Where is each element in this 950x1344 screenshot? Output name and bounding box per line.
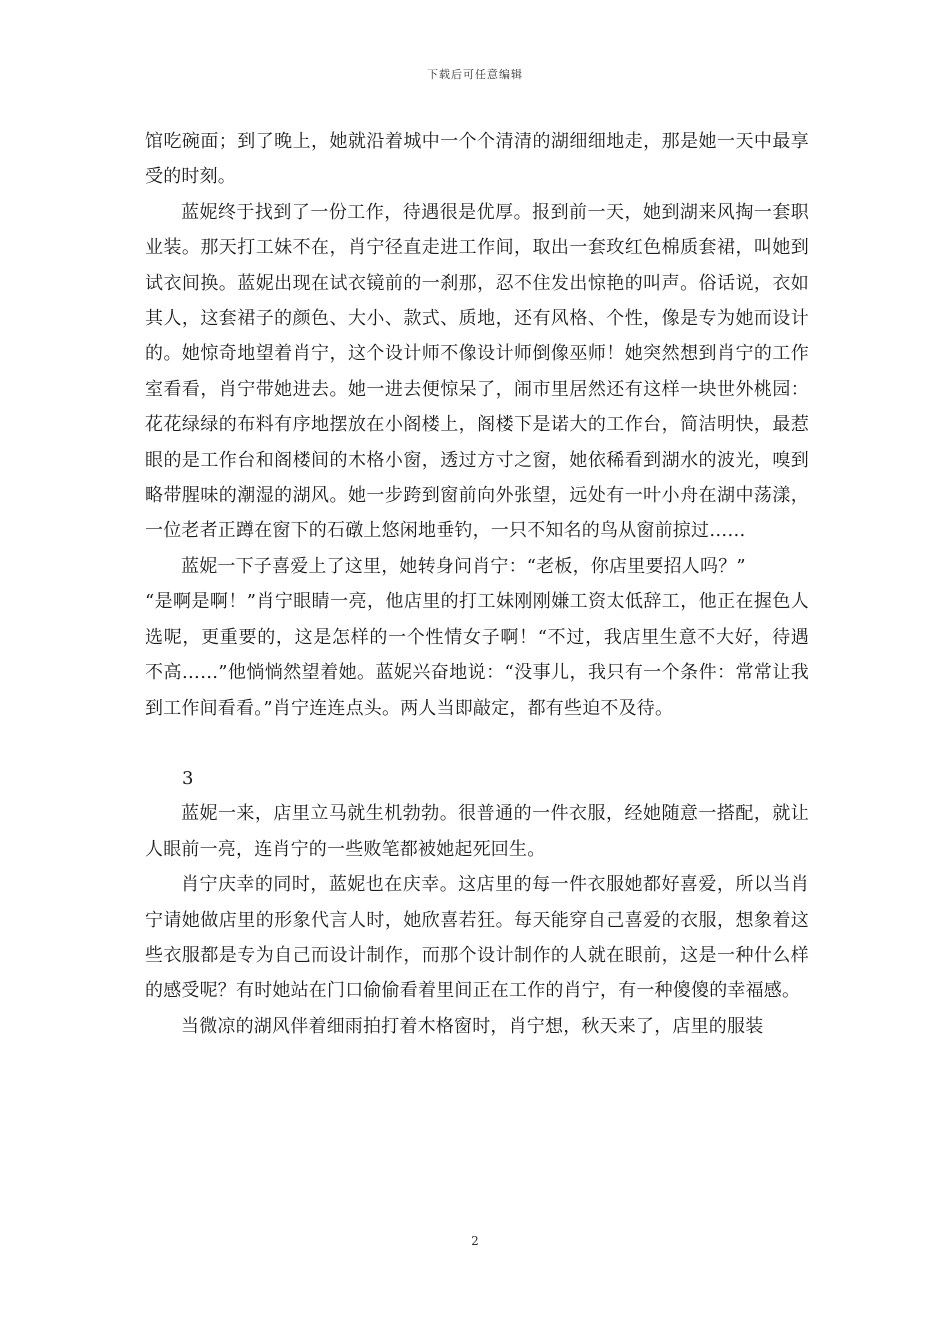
paragraph-shop-lively: 蓝妮一来，店里立马就生机勃勃。很普通的一件衣服，经她随意一搭配，就让人眼前一亮，连肖宁的一些败笔都被她起死回生。 — [145, 803, 809, 860]
paragraph-continuation: 馆吃碗面；到了晚上，她就沿着城中一个个清清的湖细细地走，那是她一天中最享受的时刻。 — [145, 131, 809, 188]
paragraph-dialogue: “是啊是啊！”肖宁眼睛一亮，他店里的打工妹刚刚嫌工资太低辞工，他正在握色人选呢，更重要的，这是怎样的一个性情女子啊！“不过，我店里生意不大好，待遇不高……”他惝惝然望着她。蓝妮兴奋地说：“没事儿，我只有一个条件：常常让我到工作间看看。”肖宁连连点头。两人当即敲定，都有些迫不及待。 — [145, 591, 809, 719]
page-header-note: 下载后可任意编辑 — [427, 68, 523, 81]
paragraph-autumn: 当微凉的湖风伴着细雨拍打着木格窗时，肖宁想，秋天来了，店里的服装 — [181, 1015, 764, 1037]
document-body — [145, 124, 809, 1044]
section-number: 3 — [182, 767, 194, 789]
page-number: 2 — [471, 1234, 479, 1248]
paragraph-ask-hire: 蓝妮一下子喜爱上了这里，她转身问肖宁：“老板，你店里要招人吗？” — [181, 555, 746, 577]
paragraph-new-job: 蓝妮终于找到了一份工作，待遇很是优厚。报到前一天，她到湖来风掏一套职业装。那天打工妹不在，肖宁径直走进工作间，取出一套玫红色棉质套裙，叫她到试衣间换。蓝妮出现在试衣镜前的一刹那，忍不住发出惊艳的叫声。俗话说，衣如其人，这套裙子的颜色、大小、款式、质地，还有风格、个性，像是专为她而设计的。她惊奇地望着肖宁，这个设计师不像设计师倒像巫师！她突然想到肖宁的工作室看看，肖宁带她进去。她一进去便惊呆了，闹市里居然还有这样一块世外桃园：花花绿绿的布料有序地摆放在小阁楼上，阁楼下是诺大的工作台，简洁明快，最惹眼的是工作台和阁楼间的木格小窗，透过方寸之窗，她依稀看到湖水的波光，嗅到略带腥味的潮湿的湖风。她一步跨到窗前向外张望，远处有一叶小舟在湖中荡漾，一位老者正蹲在窗下的石礅上悠闲地垂钓，一只不知名的鸟从窗前掠过…… — [145, 201, 809, 542]
paragraph-both-fortunate: 肖宁庆幸的同时，蓝妮也在庆幸。这店里的每一件衣服她都好喜爱，所以当肖宁请她做店里的形象代言人时，她欣喜若狂。每天能穿自己喜爱的衣服，想象着这些衣服都是专为自己而设计制作，而那个设计制作的人就在眼前，这是一种什么样的感受呢？有时她站在门口偷偷看着里间正在工作的肖宁，有一种傻傻的幸福感。 — [145, 874, 809, 1002]
